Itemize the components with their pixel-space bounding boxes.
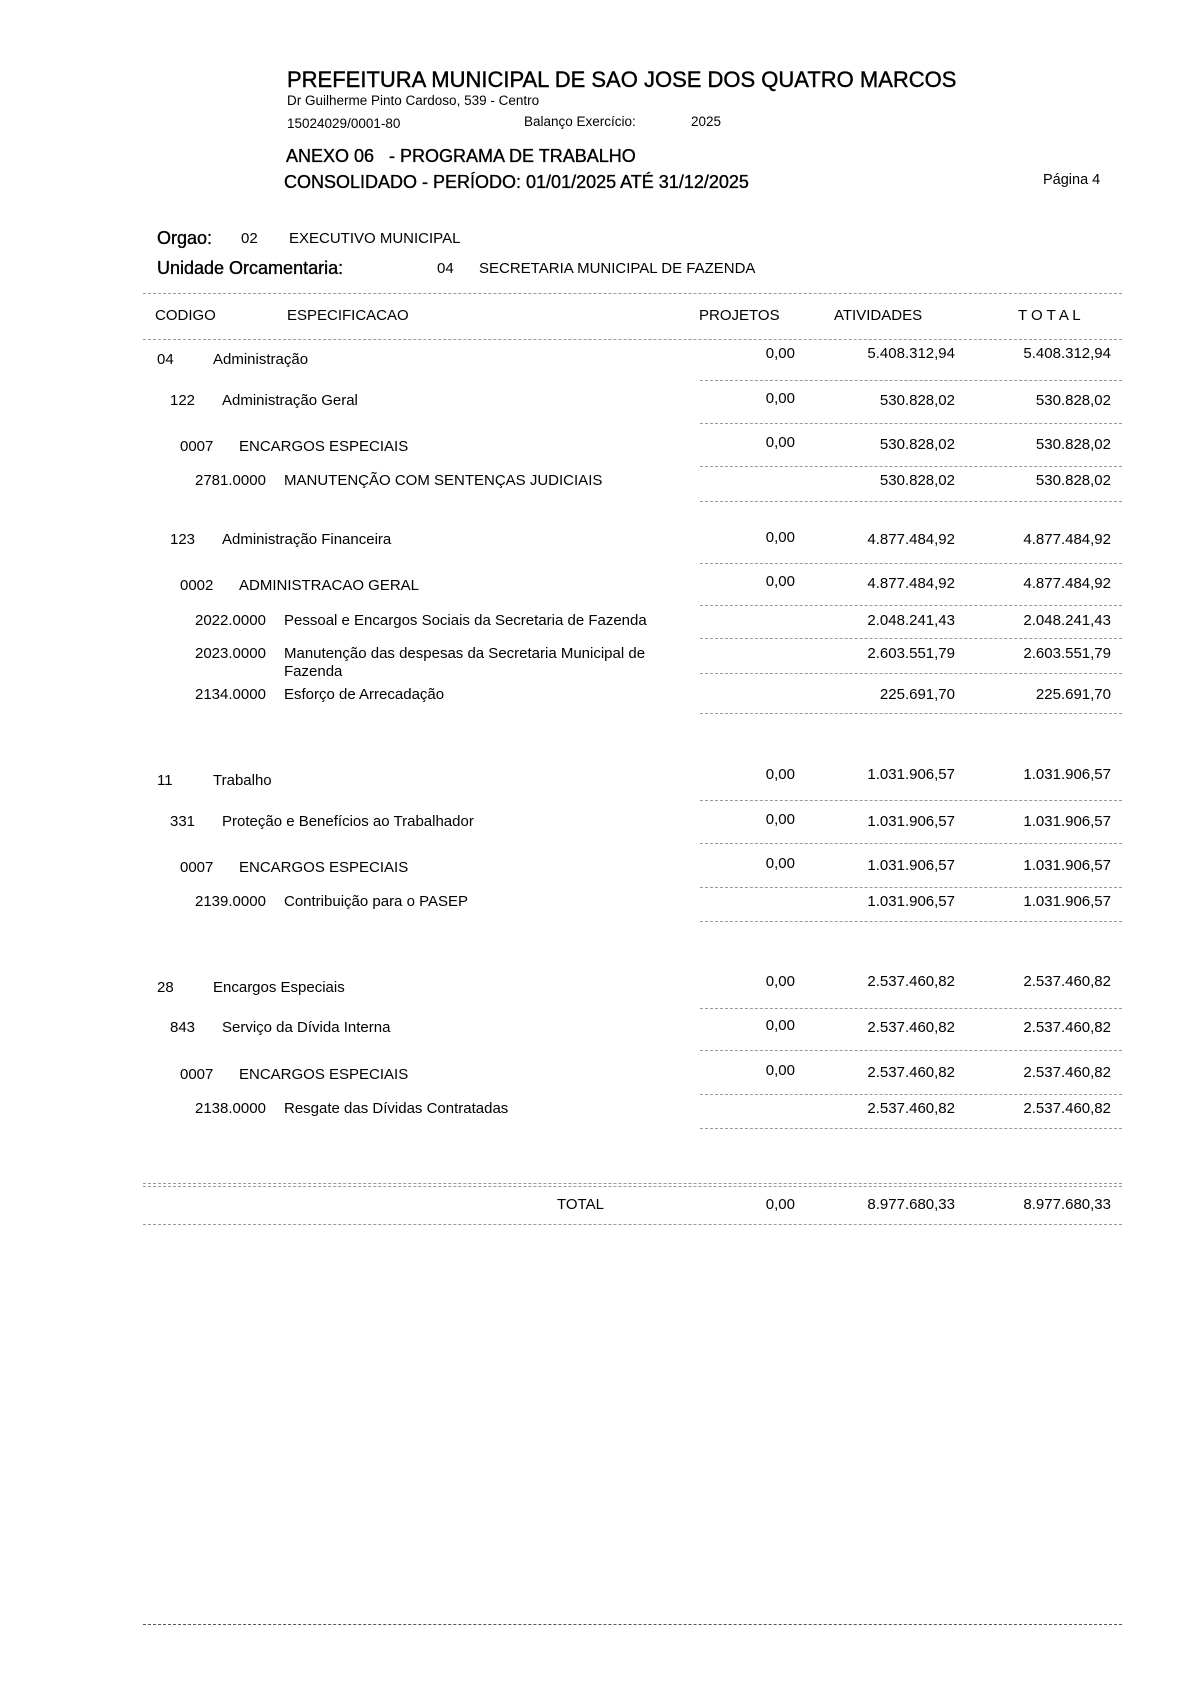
row-atividades: 2.537.460,82 [867,1100,955,1117]
row-atividades: 225.691,70 [879,686,955,703]
row-projetos: 0,00 [765,855,795,872]
balanco-year: 2025 [691,114,722,129]
row-code: 28 [157,979,174,996]
divider [700,713,1122,714]
divider [700,1008,1122,1009]
periodo: CONSOLIDADO - PERÍODO: 01/01/2025 ATÉ 31/12/2025 [284,172,749,192]
row-desc: MANUTENÇÃO COM SENTENÇAS JUDICIAIS [284,472,603,489]
row-atividades: 2.537.460,82 [867,1019,955,1036]
row-total: 1.031.906,57 [1023,857,1111,874]
divider [700,1050,1122,1051]
col-total: T O T A L [1018,307,1081,324]
row-projetos: 0,00 [765,766,795,783]
divider [700,1128,1122,1129]
row-total: 530.828,02 [1035,472,1111,489]
row-total: 530.828,02 [1035,392,1111,409]
row-atividades: 4.877.484,92 [867,575,955,592]
row-desc: Pessoal e Encargos Sociais da Secretaria de Fazenda [284,612,647,629]
divider [700,380,1122,381]
row-total: 2.603.551,79 [1023,645,1111,662]
row-code: 123 [170,531,196,548]
row-atividades: 530.828,02 [879,392,955,409]
row-total: 2.537.460,82 [1023,1064,1111,1081]
row-desc: Administração Financeira [222,531,392,548]
col-atividades: ATIVIDADES [834,307,923,324]
row-desc: Serviço da Dívida Interna [222,1019,391,1036]
divider [143,339,1122,340]
unidade-label: Unidade Orcamentaria: [157,258,344,278]
page-number: Página 4 [1043,172,1101,188]
row-total: 4.877.484,92 [1023,531,1111,548]
unidade-name: SECRETARIA MUNICIPAL DE FAZENDA [479,260,756,277]
divider [700,887,1122,888]
divider [700,466,1122,467]
row-code: 2023.0000 [195,645,266,662]
row-code: 331 [170,813,196,830]
divider [143,1224,1122,1225]
divider [700,638,1122,639]
row-atividades: 2.048.241,43 [867,612,955,629]
row-code: 2139.0000 [195,893,266,910]
row-code: 0007 [180,1066,214,1083]
total-label: TOTAL [557,1196,604,1213]
divider [143,293,1122,294]
row-atividades: 2.603.551,79 [867,645,955,662]
row-atividades: 530.828,02 [879,436,955,453]
row-total: 1.031.906,57 [1023,766,1111,783]
row-atividades: 4.877.484,92 [867,531,955,548]
row-atividades: 2.537.460,82 [867,973,955,990]
orgao-name: EXECUTIVO MUNICIPAL [289,230,461,247]
col-especificacao: ESPECIFICACAO [287,307,409,324]
row-code: 0007 [180,859,214,876]
row-code: 122 [170,392,196,409]
col-codigo: CODIGO [155,307,216,324]
row-code: 0002 [180,577,214,594]
row-atividades: 1.031.906,57 [867,813,955,830]
row-code: 0007 [180,438,214,455]
row-projetos: 0,00 [765,529,795,546]
row-atividades: 1.031.906,57 [867,893,955,910]
row-total: 530.828,02 [1035,436,1111,453]
row-projetos: 0,00 [765,345,795,362]
divider [143,1183,1122,1184]
divider [143,1186,1122,1187]
cnpj: 15024029/0001-80 [287,116,401,131]
row-projetos: 0,00 [765,811,795,828]
unidade-code: 04 [437,260,454,277]
address: Dr Guilherme Pinto Cardoso, 539 - Centro [287,93,540,108]
row-total: 2.048.241,43 [1023,612,1111,629]
row-desc: Proteção e Benefícios ao Trabalhador [222,813,474,830]
row-code: 2022.0000 [195,612,266,629]
row-desc: ENCARGOS ESPECIAIS [239,1066,409,1083]
row-total: 1.031.906,57 [1023,893,1111,910]
row-desc: Encargos Especiais [213,979,345,996]
row-total: 1.031.906,57 [1023,813,1111,830]
col-projetos: PROJETOS [699,307,780,324]
total-projetos: 0,00 [765,1196,795,1213]
row-desc: Administração [213,351,309,368]
divider [700,501,1122,502]
row-atividades: 2.537.460,82 [867,1064,955,1081]
row-projetos: 0,00 [765,973,795,990]
row-projetos: 0,00 [765,434,795,451]
row-total: 2.537.460,82 [1023,1019,1111,1036]
row-desc: Trabalho [213,772,272,789]
row-projetos: 0,00 [765,1017,795,1034]
orgao-code: 02 [241,230,258,247]
row-total: 2.537.460,82 [1023,973,1111,990]
row-total: 5.408.312,94 [1023,345,1111,362]
divider [700,843,1122,844]
row-desc: ENCARGOS ESPECIAIS [239,859,409,876]
footer-divider [143,1624,1122,1625]
row-total: 4.877.484,92 [1023,575,1111,592]
row-total: 2.537.460,82 [1023,1100,1111,1117]
row-code: 2781.0000 [195,472,266,489]
row-code: 2138.0000 [195,1100,266,1117]
total-atividades: 8.977.680,33 [867,1196,955,1213]
row-atividades: 5.408.312,94 [867,345,955,362]
row-code: 11 [157,772,173,789]
row-desc: Manutenção das despesas da Secretaria Municipal de Fazenda [284,645,646,680]
orgao-label: Orgao: [157,228,213,248]
row-atividades: 530.828,02 [879,472,955,489]
divider [700,800,1122,801]
row-projetos: 0,00 [765,1062,795,1079]
divider [700,673,1122,674]
row-atividades: 1.031.906,57 [867,766,955,783]
row-atividades: 1.031.906,57 [867,857,955,874]
row-code: 04 [157,351,174,368]
row-projetos: 0,00 [765,390,795,407]
row-desc: Resgate das Dívidas Contratadas [284,1100,509,1117]
anexo-title: ANEXO 06 - PROGRAMA DE TRABALHO [286,146,636,166]
row-projetos: 0,00 [765,573,795,590]
row-desc: Administração Geral [222,392,358,409]
row-desc: ADMINISTRACAO GERAL [239,577,420,594]
divider [700,605,1122,606]
total-total: 8.977.680,33 [1023,1196,1111,1213]
report-title: PREFEITURA MUNICIPAL DE SAO JOSE DOS QUATRO MARCOS [287,67,957,92]
row-code: 2134.0000 [195,686,266,703]
row-code: 843 [170,1019,196,1036]
divider [700,1094,1122,1095]
divider [700,921,1122,922]
divider [700,423,1122,424]
row-desc: Esforço de Arrecadação [284,686,445,703]
row-desc: ENCARGOS ESPECIAIS [239,438,409,455]
balanco-label: Balanço Exercício: [524,114,636,129]
row-total: 225.691,70 [1035,686,1111,703]
divider [700,563,1122,564]
row-desc: Contribuição para o PASEP [284,893,468,910]
